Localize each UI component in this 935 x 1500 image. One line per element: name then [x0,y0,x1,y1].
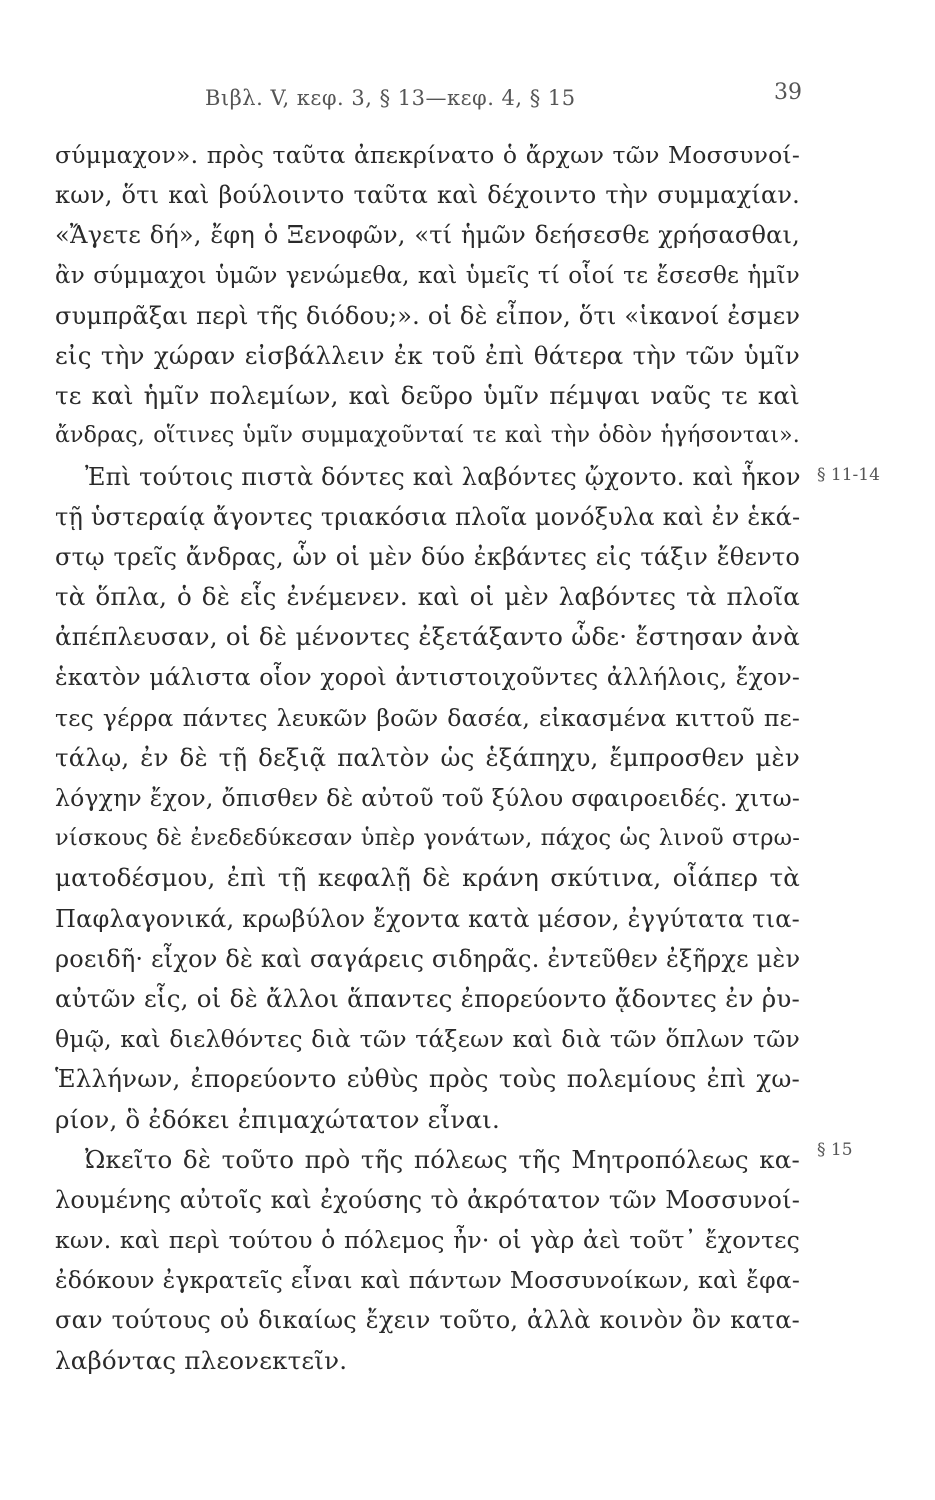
margin-section-note: § 11-14 [817,465,880,485]
text-line: αὐτῶν εἷς, οἱ δὲ ἄλλοι ἅπαντες ἐπορεύοντο ᾄδοντες ἐν ῥυ- [55,983,800,1013]
text-line: ρίον, ὃ ἐδόκει ἐπιμαχώτατον εἶναι. [55,1104,500,1134]
text-line: ἄνδρας, οἵτινες ὑμῖν συμμαχοῦνταί τε καὶ τὴν ὁδὸν ἡγήσονται». [55,423,800,449]
page-number: 39 [774,80,802,105]
text-line: λουμένης αὐτοῖς καὶ ἐχούσης τὸ ἀκρότατον τῶν Μοσσυνοί- [55,1185,800,1214]
text-line: νίσκους δὲ ἐνεδεδύκεσαν ὑπὲρ γονάτων, πάχος ὡς λινοῦ στρω- [55,825,800,852]
margin-section-note: § 15 [817,1140,853,1160]
text-line: τε καὶ ἡμῖν πολεμίων, καὶ δεῦρο ὑμῖν πέμψαι ναῦς τε καὶ [55,381,800,411]
text-line: τες γέρρα πάντες λευκῶν βοῶν δασέα, εἰκασμένα κιττοῦ πε- [55,703,800,732]
text-line: εἰς τὴν χώραν εἰσβάλλειν ἐκ τοῦ ἐπὶ θάτερα τὴν τῶν ὑμῖν [55,340,800,370]
text-line: ἐδόκουν ἐγκρατεῖς εἶναι καὶ πάντων Μοσσυνοίκων, καὶ ἔφα- [55,1266,800,1295]
text-line: τὰ ὅπλα, ὁ δὲ εἷς ἐνέμενεν. καὶ οἱ μὲν λαβόντες τὰ πλοῖα [55,582,800,612]
text-line: ἀπέπλευσαν, οἱ δὲ μένοντες ἐξετάξαντο ὧδε· ἔστησαν ἀνὰ [55,622,800,652]
text-line: Ἐπὶ τούτοις πιστὰ δόντες καὶ λαβόντες ᾤχοντο. καὶ ἧκον [85,462,801,491]
text-line: σύμμαχον». πρὸς ταῦτα ἀπεκρίνατο ὁ ἄρχων τῶν Μοσσυνοί- [55,141,800,169]
text-line: λόγχην ἔχον, ὄπισθεν δὲ αὐτοῦ τοῦ ξύλου σφαιροειδές. χιτω- [55,784,800,812]
text-line: σαν τούτους οὐ δικαίως ἔχειν τοῦτο, ἀλλὰ κοινὸν ὂν κατα- [55,1306,800,1335]
running-head: Βιβλ. V, κεφ. 3, § 13—κεφ. 4, § 15 [205,86,576,110]
text-line: ματοδέσμου, ἐπὶ τῇ κεφαλῇ δὲ κράνη σκύτινα, οἷάπερ τὰ [55,863,800,893]
text-line: «Ἄγετε δή», ἔφη ὁ Ξενοφῶν, «τί ἡμῶν δεήσεσθε χρήσασθαι, [55,221,800,250]
text-line: Ἑλλήνων, ἐπορεύοντο εὐθὺς πρὸς τοὺς πολεμίους ἐπὶ χω- [55,1064,800,1094]
text-line: τῇ ὑστεραίᾳ ἄγοντες τριακόσια πλοῖα μονόξυλα καὶ ἐν ἑκά- [55,502,801,531]
text-line: κων, ὅτι καὶ βούλοιντο ταῦτα καὶ δέχοιντο τὴν συμμαχίαν. [55,181,800,210]
text-line: Ὠκεῖτο δὲ τοῦτο πρὸ τῆς πόλεως τῆς Μητροπόλεως κα- [85,1144,800,1174]
text-line: θμῷ, καὶ διελθόντες διὰ τῶν τάξεων καὶ διὰ τῶν ὅπλων τῶν [55,1025,800,1054]
text-line: συμπρᾶξαι περὶ τῆς διόδου;». οἱ δὲ εἶπον, ὅτι «ἱκανοί ἐσμεν [55,301,801,330]
text-line: λαβόντας πλεονεκτεῖν. [55,1345,348,1375]
text-line: ροειδῆ· εἶχον δὲ καὶ σαγάρεις σιδηρᾶς. ἐντεῦθεν ἐξῆρχε μὲν [55,944,801,973]
text-line: τάλῳ, ἐν δὲ τῇ δεξιᾷ παλτὸν ὡς ἑξάπηχυ, ἔμπροσθεν μὲν [55,742,800,772]
text-line: κων. καὶ περὶ τούτου ὁ πόλεμος ἦν· οἱ γὰρ ἀεὶ τοῦτ᾽ ἔχοντες [55,1226,800,1255]
main-text [55,135,800,1381]
text-line: ἂν σύμμαχοι ὑμῶν γενώμεθα, καὶ ὑμεῖς τί οἷοί τε ἔσεσθε ἡμῖν [55,262,800,289]
text-line: ἑκατὸν μάλιστα οἷον χοροὶ ἀντιστοιχοῦντες ἀλλήλοις, ἔχον- [55,663,800,692]
text-line: Παφλαγονικά, κρωβύλον ἔχοντα κατὰ μέσον, ἐγγύτατα τια- [55,904,800,933]
text-line: στῳ τρεῖς ἄνδρας, ὧν οἱ μὲν δύο ἐκβάντες εἰς τάξιν ἔθεντο [55,542,800,571]
